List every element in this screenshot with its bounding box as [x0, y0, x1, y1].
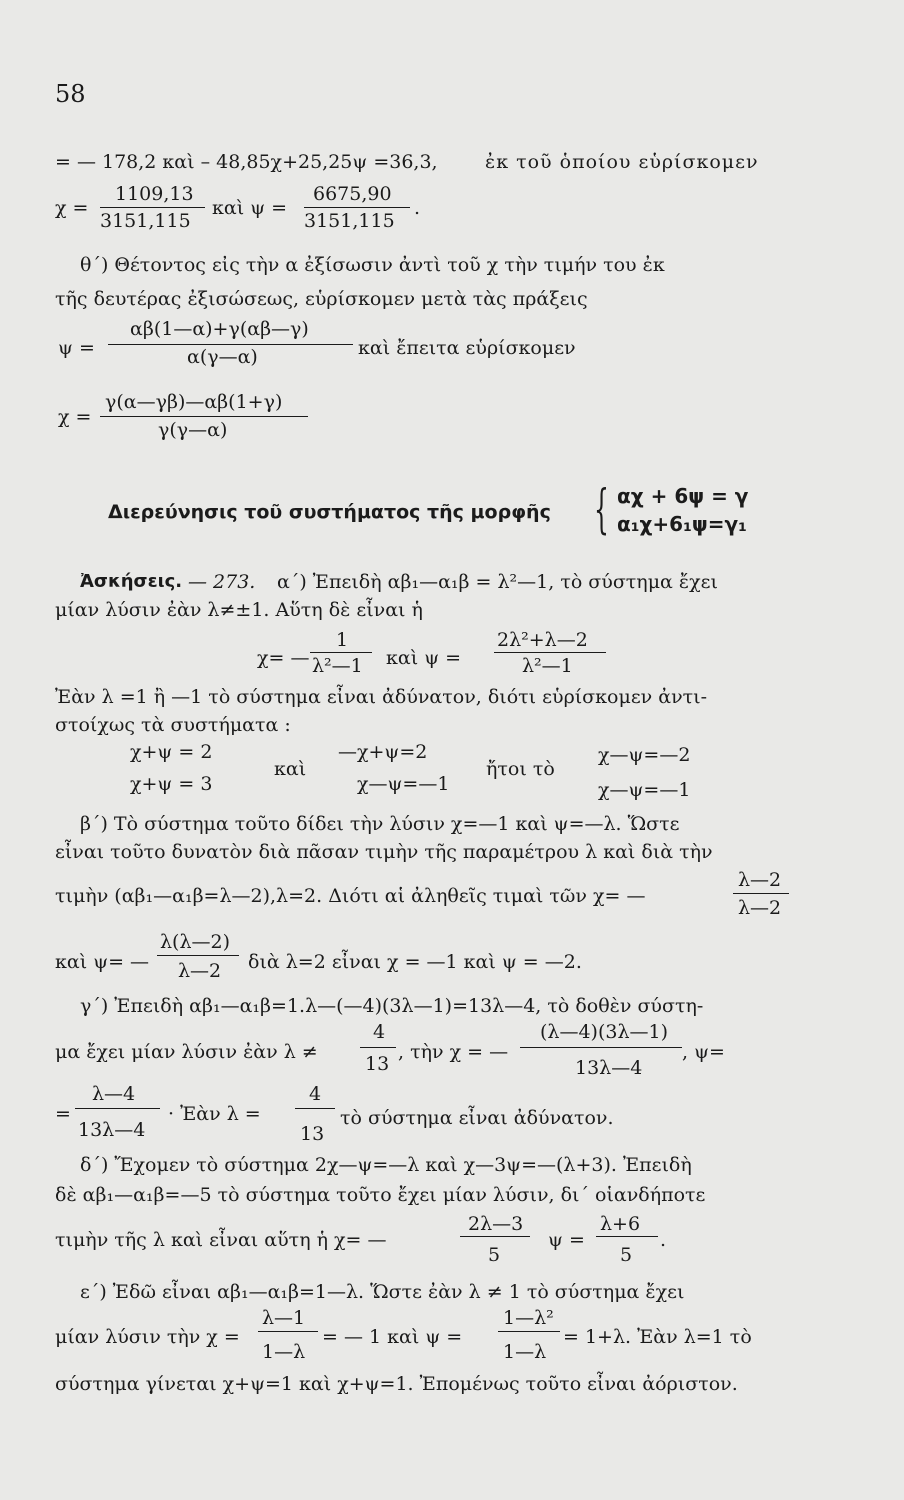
text-line: μίαν λύσιν ἐὰν λ≠±1. Αὕτη δὲ εἶναι ἡ [55, 599, 423, 621]
fraction-denominator: α(γ—α) [187, 346, 258, 368]
fraction-bar [460, 1236, 530, 1237]
fraction-bar [100, 207, 205, 208]
system-equation: χ—ψ=—2 [598, 744, 691, 766]
fraction-denominator: λ²—1 [312, 655, 363, 677]
fraction-numerator: 2λ²+λ—2 [497, 629, 588, 651]
fraction-numerator: 1 [336, 629, 349, 651]
text-line: δ΄) Ἔχομεν τὸ σύστημα 2χ—ψ=—λ καὶ χ—3ψ=—(λ+3). Ἐπειδὴ [80, 1154, 692, 1176]
fraction-numerator: αβ(1—α)+γ(αβ—γ) [130, 318, 309, 340]
fraction-bar [494, 652, 606, 653]
fraction-denominator: λ—2 [738, 897, 782, 919]
text-fragment: = [55, 1103, 71, 1125]
fraction-numerator: λ+6 [600, 1213, 641, 1235]
fraction-denominator: λ—2 [178, 960, 222, 982]
fraction-bar [304, 207, 410, 208]
text-line: μα ἔχει μίαν λύσιν ἐὰν λ ≠ [55, 1041, 318, 1063]
text-fragment: . [414, 197, 421, 219]
fraction-numerator: γ(α—γβ)—αβ(1+γ) [105, 391, 283, 413]
fraction-bar [75, 1108, 160, 1109]
system-equation: χ+ψ = 2 [130, 741, 213, 763]
text-fragment: , τὴν χ = — [398, 1041, 509, 1063]
fraction-denominator: 5 [620, 1244, 633, 1266]
text-fragment: = — 1 καὶ ψ = [322, 1326, 463, 1348]
text-line: διὰ λ=2 εἶναι χ = —1 καὶ ψ = —2. [248, 951, 582, 973]
fraction-bar [596, 1236, 658, 1237]
text-line: τιμὴν (αβ₁—α₁β=λ—2),λ=2. Διότι αἱ ἀληθεῖς τιμαὶ τῶν χ= — [55, 885, 646, 907]
fraction-bar [733, 893, 789, 894]
text-fragment: ἤτοι τὸ [486, 758, 555, 780]
exercises-label: Ἀσκήσεις. [80, 571, 183, 592]
fraction-bar [100, 416, 308, 417]
text-line: τῆς δευτέρας ἐξισώσεως, εὑρίσκομεν μετὰ τὰς πράξεις [55, 288, 588, 310]
system-equation: χ—ψ=—1 [598, 779, 691, 801]
text-fragment: ψ = [548, 1229, 585, 1251]
fraction-numerator: 1109,13 [115, 183, 194, 205]
page-number: 58 [55, 80, 86, 108]
fraction-bar [310, 652, 372, 653]
text-line: τὸ σύστημα εἶναι ἀδύνατον. [340, 1107, 614, 1129]
section-heading: Διερεύνησις τοῦ συστήματος τῆς μορφῆς [108, 501, 551, 523]
text-line: ε΄) Ἐδῶ εἶναι αβ₁—α₁β=1—λ. Ὥστε ἐὰν λ ≠ 1 τὸ σύστημα ἔχει [80, 1281, 685, 1303]
fraction-denominator: 1—λ [503, 1341, 547, 1363]
fraction-denominator: 13λ—4 [78, 1119, 146, 1141]
system-equation: χ+ψ = 3 [130, 773, 213, 795]
text-line: θ΄) Θέτοντος εἰς τὴν α ἐξίσωσιν ἀντὶ τοῦ χ τὴν τιμήν του ἐκ [80, 254, 665, 276]
fraction-numerator: 4 [309, 1083, 322, 1105]
text-line: Ἐὰν λ =1 ἢ —1 τὸ σύστημα εἶναι ἀδύνατον, διότι εὑρίσκομεν ἀντι- [55, 686, 708, 708]
fraction-numerator: λ(λ—2) [160, 931, 230, 953]
system-equation: χ—ψ=—1 [357, 773, 450, 795]
fraction-bar [157, 955, 239, 956]
text-fragment: καὶ ψ = [212, 197, 288, 219]
equation-line: = — 178,2 καὶ – 48,85χ+25,25ψ =36,3, [55, 151, 438, 173]
fraction-bar [520, 1047, 682, 1048]
fraction-bar [498, 1331, 560, 1332]
fraction-numerator: 2λ—3 [468, 1213, 524, 1235]
fraction-denominator: 13 [365, 1053, 390, 1075]
chi-label: χ = [55, 197, 89, 219]
psi-label: ψ = [58, 337, 95, 359]
text-line: εἶναι τοῦτο δυνατὸν διὰ πᾶσαν τιμὴν τῆς παραμέτρου λ καὶ διὰ τὴν [55, 841, 713, 863]
psi-label: καὶ ψ= — [55, 951, 150, 973]
brace-symbol: { [594, 480, 609, 540]
fraction-denominator: γ(γ—α) [158, 419, 228, 441]
fraction-denominator: λ²—1 [522, 655, 573, 677]
fraction-numerator: 6675,90 [313, 183, 392, 205]
fraction-bar [360, 1047, 396, 1048]
fraction-denominator: 1—λ [262, 1341, 306, 1363]
fraction-numerator: 4 [373, 1021, 386, 1043]
chi-label: χ= — [257, 647, 310, 669]
text-line: β΄) Τὸ σύστημα τοῦτο δίδει τὴν λύσιν χ=—1 καὶ ψ=—λ. Ὥστε [80, 813, 680, 835]
text-line: δὲ αβ₁—α₁β=—5 τὸ σύστημα τοῦτο ἔχει μίαν λύσιν, δι΄ οἱανδήποτε [55, 1184, 706, 1206]
text-fragment: καὶ [274, 758, 307, 780]
text-fragment: καὶ ψ = [386, 647, 462, 669]
text-fragment: · Ἐὰν λ = [168, 1103, 261, 1125]
fraction-numerator: 1—λ² [503, 1307, 554, 1329]
fraction-denominator: 13 [300, 1123, 325, 1145]
exercise-number: — 273. [188, 571, 256, 593]
fraction-bar [295, 1108, 335, 1109]
system-equation: —χ+ψ=2 [338, 741, 428, 763]
fraction-numerator: λ—4 [92, 1083, 136, 1105]
text-line: τιμὴν τῆς λ καὶ εἶναι αὕτη ἡ χ= — [55, 1229, 387, 1251]
fraction-denominator: 13λ—4 [575, 1057, 643, 1079]
chi-label: χ = [58, 406, 92, 428]
fraction-denominator: 3151,115 [304, 210, 395, 232]
system-equation: αχ + 6ψ = γ [617, 484, 749, 508]
fraction-numerator: λ—2 [738, 869, 782, 891]
text-line: σύστημα γίνεται χ+ψ=1 καὶ χ+ψ=1. Ἐπομένως τοῦτο εἶναι ἀόριστον. [55, 1373, 738, 1395]
text-line: στοίχως τὰ συστήματα : [55, 714, 291, 736]
fraction-numerator: λ—1 [262, 1307, 306, 1329]
text-fragment: καὶ ἔπειτα εὑρίσκομεν [358, 337, 576, 359]
system-equation: α₁χ+6₁ψ=γ₁ [617, 512, 747, 536]
fraction-bar [258, 1331, 318, 1332]
fraction-denominator: 3151,115 [100, 210, 191, 232]
text-fragment: . [660, 1229, 667, 1251]
text-line: α΄) Ἐπειδὴ αβ₁—α₁β = λ²—1, τὸ σύστημα ἔχει [277, 571, 718, 593]
text-line: ἐκ τοῦ ὁποίου εὑρίσκομεν [485, 151, 759, 173]
fraction-denominator: 5 [488, 1244, 501, 1266]
text-fragment: , ψ= [682, 1041, 725, 1063]
text-fragment: = 1+λ. Ἐὰν λ=1 τὸ [563, 1326, 752, 1348]
fraction-numerator: (λ—4)(3λ—1) [540, 1021, 668, 1043]
text-line: γ΄) Ἐπειδὴ αβ₁—α₁β=1.λ—(—4)(3λ—1)=13λ—4, τὸ δοθὲν σύστη- [80, 995, 704, 1017]
text-fragment: μίαν λύσιν τὴν χ = [55, 1326, 240, 1348]
